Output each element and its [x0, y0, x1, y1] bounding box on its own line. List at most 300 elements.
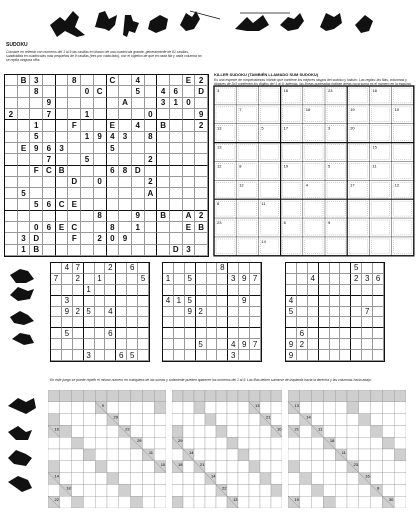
- hex-cell: D: [30, 233, 43, 244]
- hex-cell: 9: [195, 109, 208, 120]
- hex-cell: 3: [30, 75, 43, 86]
- sudoku-cell: [362, 328, 373, 339]
- hex-cell: [56, 154, 69, 165]
- kakuro-clue: 19: [294, 497, 299, 503]
- sudoku-cell: [319, 307, 330, 318]
- kakuro-clue: 23: [353, 461, 358, 467]
- sudoku-cell: [163, 263, 174, 274]
- hex-cell: 1: [30, 120, 43, 131]
- sudoku-cell: [163, 328, 174, 339]
- cage-sum: 12: [217, 163, 222, 169]
- hex-cell: [195, 199, 208, 210]
- kakuro-1: [48, 390, 166, 508]
- hex-cell: [157, 154, 170, 165]
- hex-cell: [5, 188, 18, 199]
- sudoku-cell: [239, 307, 250, 318]
- hex-cell: [30, 211, 43, 222]
- hex-cell: [30, 98, 43, 109]
- hex-cell: [107, 154, 120, 165]
- sudoku-cell: 9: [62, 307, 73, 318]
- sudoku-cell: [207, 339, 218, 350]
- hex-cell: 1: [81, 132, 94, 143]
- sudoku-cell: [250, 317, 261, 328]
- sudoku-cell: [308, 263, 319, 274]
- sudoku-cell: [373, 317, 384, 328]
- sudoku-cell: 9: [286, 350, 297, 361]
- hex-cell: 3: [56, 143, 69, 154]
- hex-cell: 9: [119, 233, 132, 244]
- hex-cell: E: [183, 75, 196, 86]
- hex-cell: [157, 188, 170, 199]
- sudoku-cell: [73, 328, 84, 339]
- sudoku-cell: [62, 274, 73, 285]
- sudoku-cell: [217, 274, 228, 285]
- hex-cell: [132, 98, 145, 109]
- hex-cell: [107, 177, 120, 188]
- hex-cell: [81, 245, 94, 256]
- hex-cell: [56, 132, 69, 143]
- sudoku-cell: [138, 285, 149, 296]
- hex-cell: [94, 166, 107, 177]
- hex-cell: [81, 222, 94, 233]
- sudoku-cell: [116, 328, 127, 339]
- sudoku-cell: 5: [62, 328, 73, 339]
- sudoku-cell: 7: [362, 307, 373, 318]
- sudoku-cell: 6: [116, 350, 127, 361]
- sudoku-cell: [297, 307, 308, 318]
- hex-cell: B: [157, 120, 170, 131]
- kakuro-clue: 11: [148, 450, 154, 455]
- hex-cell: 3: [18, 233, 31, 244]
- sudoku-cell: [185, 263, 196, 274]
- sudoku-cell: [373, 285, 384, 296]
- sudoku-cell: [340, 307, 351, 318]
- sudoku-cell: [207, 274, 218, 285]
- hex-cell: [145, 120, 158, 131]
- hex-cell: [107, 98, 120, 109]
- hex-cell: [170, 166, 183, 177]
- sudoku-cell: [228, 328, 239, 339]
- sudoku-cell: [138, 307, 149, 318]
- hex-cell: [145, 98, 158, 109]
- hex-cell: [183, 109, 196, 120]
- sudoku-cell: [116, 296, 127, 307]
- sudoku-cell: 6: [373, 274, 384, 285]
- sudoku-cell: [73, 285, 84, 296]
- kakuro-clue: 21: [200, 461, 205, 467]
- hex-cell: [170, 143, 183, 154]
- hex-cell: 1: [18, 245, 31, 256]
- hex-cell: [157, 75, 170, 86]
- hex-cell: [43, 233, 56, 244]
- sudoku-cell: [138, 339, 149, 350]
- kakuro-clue: 13: [255, 402, 260, 408]
- hex-cell: E: [18, 143, 31, 154]
- sudoku-cell: [319, 328, 330, 339]
- sudoku-cell: [297, 296, 308, 307]
- kakuro-clue: 16: [54, 426, 59, 432]
- hex-cell: 3: [183, 245, 196, 256]
- sudoku-cell: 9: [239, 296, 250, 307]
- hex-cell: [94, 109, 107, 120]
- hex-cell: 5: [18, 188, 31, 199]
- hex-cell: [43, 120, 56, 131]
- kakuro-clue: 22: [54, 497, 59, 503]
- cage-sum: 17: [350, 182, 355, 188]
- hex-cell: [94, 222, 107, 233]
- sudoku-cell: [319, 274, 330, 285]
- sudoku-cell: [207, 350, 218, 361]
- sudoku-cell: [373, 263, 384, 274]
- hex-cell: [183, 177, 196, 188]
- sudoku-cell: [51, 296, 62, 307]
- hex-cell: [119, 86, 132, 97]
- hex-cell: [68, 166, 81, 177]
- hex-cell: 2: [145, 177, 158, 188]
- sudoku-cell: [373, 339, 384, 350]
- hex-cell: [5, 199, 18, 210]
- sudoku-cell: [239, 350, 250, 361]
- sudoku-cell: [51, 328, 62, 339]
- hex-cell: [195, 166, 208, 177]
- sudoku-cell: [340, 263, 351, 274]
- hex-cell: [30, 109, 43, 120]
- sudoku-cell: [84, 263, 95, 274]
- hex-cell: [94, 98, 107, 109]
- hex-cell: 6: [170, 86, 183, 97]
- sudoku-cell: [362, 339, 373, 350]
- sudoku-cell: [51, 350, 62, 361]
- hex-cell: [132, 245, 145, 256]
- hex-cell: [145, 233, 158, 244]
- hex-cell: [170, 188, 183, 199]
- sudoku-cell: [116, 285, 127, 296]
- sudoku-cell: [185, 285, 196, 296]
- sudoku-1: [50, 262, 150, 362]
- sudoku-cell: 4: [308, 274, 319, 285]
- hex-cell: C: [43, 166, 56, 177]
- sudoku-cell: [373, 350, 384, 361]
- sudoku-cell: [250, 350, 261, 361]
- cage-sum: 23: [328, 88, 333, 93]
- sudoku-cell: [362, 317, 373, 328]
- sudoku-cell: 7: [250, 339, 261, 350]
- kakuro-clue: 14: [54, 473, 59, 479]
- kakuro-clue: 22: [222, 485, 227, 491]
- hex-cell: [5, 166, 18, 177]
- hex-cell: [195, 245, 208, 256]
- kakuro-clue: 21: [266, 414, 271, 420]
- hex-cell: 8: [30, 86, 43, 97]
- hex-cell: [5, 211, 18, 222]
- hex-cell: 5: [132, 86, 145, 97]
- sudoku-cell: [228, 296, 239, 307]
- sudoku-cell: [196, 317, 207, 328]
- sudoku-cell: [174, 263, 185, 274]
- sudoku-cell: [163, 339, 174, 350]
- sudoku-cell: [340, 350, 351, 361]
- sudoku-cell: [196, 328, 207, 339]
- sudoku-cell: [185, 328, 196, 339]
- sudoku-cell: [196, 285, 207, 296]
- sudoku-cell: [330, 350, 341, 361]
- hex-cell: B: [56, 166, 69, 177]
- sudoku-cell: [308, 296, 319, 307]
- ninja-banner: [40, 5, 390, 39]
- sudoku-cell: [217, 328, 228, 339]
- sudoku-cell: [340, 285, 351, 296]
- sudoku-cell: [297, 317, 308, 328]
- sudoku-cell: [362, 285, 373, 296]
- sudoku-cell: [286, 263, 297, 274]
- hex-cell: [170, 132, 183, 143]
- hex-cell: [183, 154, 196, 165]
- sudoku-cell: 5: [286, 307, 297, 318]
- hex-cell: [183, 143, 196, 154]
- hex-cell: 5: [30, 199, 43, 210]
- sudoku-cell: [196, 296, 207, 307]
- hex-cell: [183, 132, 196, 143]
- hex-description: Consiste en rellenar con números del 1 al 9 las casillas en blanco de una cuadrícula grande, generalmente de 81 casillas, subdividida en cuadrículas más pequeñas de 9 casillas (tres por cada lado), con el objetivo de que en cada fila y cada columna no se repita ninguna cifra.: [6, 50, 202, 63]
- hex-cell: 8: [119, 166, 132, 177]
- hex-cell: [119, 188, 132, 199]
- hex-cell: [94, 143, 107, 154]
- sudoku-cell: 4: [163, 296, 174, 307]
- sudoku-cell: [351, 296, 362, 307]
- hex-cell: [56, 86, 69, 97]
- hex-cell: 4: [157, 86, 170, 97]
- sudoku-cell: 6: [297, 328, 308, 339]
- hex-cell: [157, 143, 170, 154]
- sudoku-cell: [127, 339, 138, 350]
- hex-cell: A: [183, 211, 196, 222]
- sudoku-cell: 3: [362, 274, 373, 285]
- sudoku-cell: [127, 296, 138, 307]
- cage-sum: 13: [217, 144, 222, 150]
- hex-cell: [94, 154, 107, 165]
- hex-cell: 2: [145, 154, 158, 165]
- hex-cell: [43, 177, 56, 188]
- hex-cell: E: [107, 120, 120, 131]
- hex-cell: [119, 222, 132, 233]
- hex-cell: 7: [43, 154, 56, 165]
- cage-sum: 13: [217, 125, 222, 131]
- sudoku-cell: [207, 263, 218, 274]
- hex-cell: [195, 177, 208, 188]
- kakuro-2: [172, 390, 282, 508]
- sudoku-cell: [127, 285, 138, 296]
- sudoku-cell: 9: [185, 307, 196, 318]
- sudoku-cell: [319, 263, 330, 274]
- hex-cell: [170, 211, 183, 222]
- sudoku-cell: [250, 285, 261, 296]
- hex-cell: [56, 233, 69, 244]
- hex-cell: D: [170, 245, 183, 256]
- sudoku-cell: [163, 317, 174, 328]
- hex-cell: [119, 154, 132, 165]
- hex-cell: [18, 86, 31, 97]
- hex-cell: B: [157, 211, 170, 222]
- sudoku-cell: [330, 307, 341, 318]
- kakuro-clue: 11: [341, 450, 346, 455]
- hex-cell: [157, 177, 170, 188]
- hex-cell: [183, 233, 196, 244]
- cage-sum: 5: [328, 163, 331, 169]
- sudoku-cell: [51, 317, 62, 328]
- cage-sum: 11: [261, 201, 266, 207]
- hex-cell: [56, 120, 69, 131]
- hex-cell: 5: [30, 132, 43, 143]
- hex-cell: A: [119, 98, 132, 109]
- sudoku-cell: [105, 339, 116, 350]
- sudoku-cell: 5: [196, 339, 207, 350]
- hex-cell: [68, 109, 81, 120]
- sudoku-cell: [362, 350, 373, 361]
- hex-cell: [119, 120, 132, 131]
- sudoku-cell: [95, 263, 106, 274]
- sudoku-cell: 2: [297, 339, 308, 350]
- hex-cell: [68, 98, 81, 109]
- kakuro-clue: 14: [189, 450, 194, 455]
- cage-sum: 7: [239, 106, 242, 112]
- cage-sum: 5: [261, 125, 264, 131]
- hex-cell: [132, 199, 145, 210]
- hex-cell: [107, 109, 120, 120]
- hex-cell: [145, 245, 158, 256]
- hex-cell: 4: [107, 132, 120, 143]
- sudoku-cell: [250, 296, 261, 307]
- sudoku-cell: [105, 285, 116, 296]
- sudoku-cell: [84, 274, 95, 285]
- hex-cell: [170, 177, 183, 188]
- hex-cell: 6: [43, 222, 56, 233]
- hex-cell: 9: [94, 132, 107, 143]
- cage-sum: 19: [283, 163, 289, 169]
- hex-cell: [81, 177, 94, 188]
- hex-cell: [183, 166, 196, 177]
- hex-cell: [43, 132, 56, 143]
- sudoku-cell: [250, 328, 261, 339]
- sudoku-cell: [174, 350, 185, 361]
- hex-cell: [132, 177, 145, 188]
- sudoku-cell: [330, 317, 341, 328]
- hex-cell: 0: [30, 222, 43, 233]
- sudoku-cell: 9: [286, 339, 297, 350]
- sudoku-cell: [308, 317, 319, 328]
- sudoku-cell: [373, 307, 384, 318]
- hex-cell: [195, 132, 208, 143]
- kakuro-clue: 13: [233, 497, 238, 503]
- sudoku-cell: [105, 274, 116, 285]
- sudoku-cell: [308, 328, 319, 339]
- sudoku-cell: [163, 285, 174, 296]
- sudoku-cell: 5: [138, 274, 149, 285]
- sudoku-cell: [362, 263, 373, 274]
- sudoku-cell: [217, 296, 228, 307]
- sudoku-cell: [239, 263, 250, 274]
- hex-cell: [107, 86, 120, 97]
- hex-cell: [157, 166, 170, 177]
- sudoku-cell: [286, 285, 297, 296]
- sudoku-cell: [207, 285, 218, 296]
- hex-cell: [56, 188, 69, 199]
- hex-cell: [5, 98, 18, 109]
- sudoku-cell: [196, 274, 207, 285]
- hex-cell: [132, 132, 145, 143]
- hex-cell: [30, 154, 43, 165]
- sudoku-cell: [330, 296, 341, 307]
- hex-cell: [5, 245, 18, 256]
- sudoku-cell: [163, 350, 174, 361]
- hex-cell: 8: [68, 75, 81, 86]
- hex-cell: [145, 199, 158, 210]
- hex-cell: 4: [132, 120, 145, 131]
- hex-cell: 0: [107, 233, 120, 244]
- hex-cell: [30, 188, 43, 199]
- sudoku-cell: [95, 296, 106, 307]
- hex-cell: [18, 177, 31, 188]
- sudoku-cell: 8: [217, 263, 228, 274]
- cage-sum: 12: [239, 182, 244, 188]
- sudoku-cell: [250, 263, 261, 274]
- kakuro-clue: 18: [178, 461, 183, 467]
- sudoku-cell: [207, 296, 218, 307]
- hex-cell: 2: [195, 211, 208, 222]
- killer-heading: KILLER SUDOKU (TAMBIÉN LLAMADO SUM SUDOKU): [214, 72, 319, 77]
- hex-cell: [145, 75, 158, 86]
- sudoku-cell: [138, 350, 149, 361]
- hex-cell: B: [18, 75, 31, 86]
- sudoku-cell: [340, 339, 351, 350]
- kakuro-clue: 29: [137, 438, 142, 444]
- sudoku-cell: 4: [62, 263, 73, 274]
- kakuro-clue: 14: [211, 473, 216, 479]
- sudoku-cell: [116, 317, 127, 328]
- sudoku-cell: [351, 317, 362, 328]
- hex-cell: 7: [43, 109, 56, 120]
- sudoku-cell: [127, 307, 138, 318]
- sudoku-cell: [228, 317, 239, 328]
- hex-cell: [81, 75, 94, 86]
- kakuro-clue: 14: [306, 414, 311, 420]
- hex-cell: 8: [107, 222, 120, 233]
- sudoku-cell: 2: [196, 307, 207, 318]
- hex-cell: [107, 188, 120, 199]
- hex-cell: [145, 166, 158, 177]
- hex-cell: [18, 166, 31, 177]
- sudoku-cell: [62, 285, 73, 296]
- sudoku-cell: [127, 317, 138, 328]
- kakuro-clue: 11: [318, 426, 323, 432]
- sudoku-cell: [351, 307, 362, 318]
- sudoku-cell: [239, 328, 250, 339]
- hex-cell: [18, 120, 31, 131]
- hex-cell: [170, 120, 183, 131]
- sudoku-cell: 1: [174, 296, 185, 307]
- sudoku-cell: [351, 285, 362, 296]
- hex-cell: [5, 143, 18, 154]
- hex-cell: 3: [157, 98, 170, 109]
- hex-cell: [81, 199, 94, 210]
- hex-cell: 0: [94, 177, 107, 188]
- sudoku-2: [162, 262, 262, 362]
- hex-cell: 9: [30, 143, 43, 154]
- cage-sum: 14: [261, 238, 266, 244]
- cage-sum: 3: [217, 88, 220, 93]
- hex-cell: 2: [195, 75, 208, 86]
- sudoku-cell: [319, 339, 330, 350]
- killer-sudoku-grid: [213, 74, 416, 258]
